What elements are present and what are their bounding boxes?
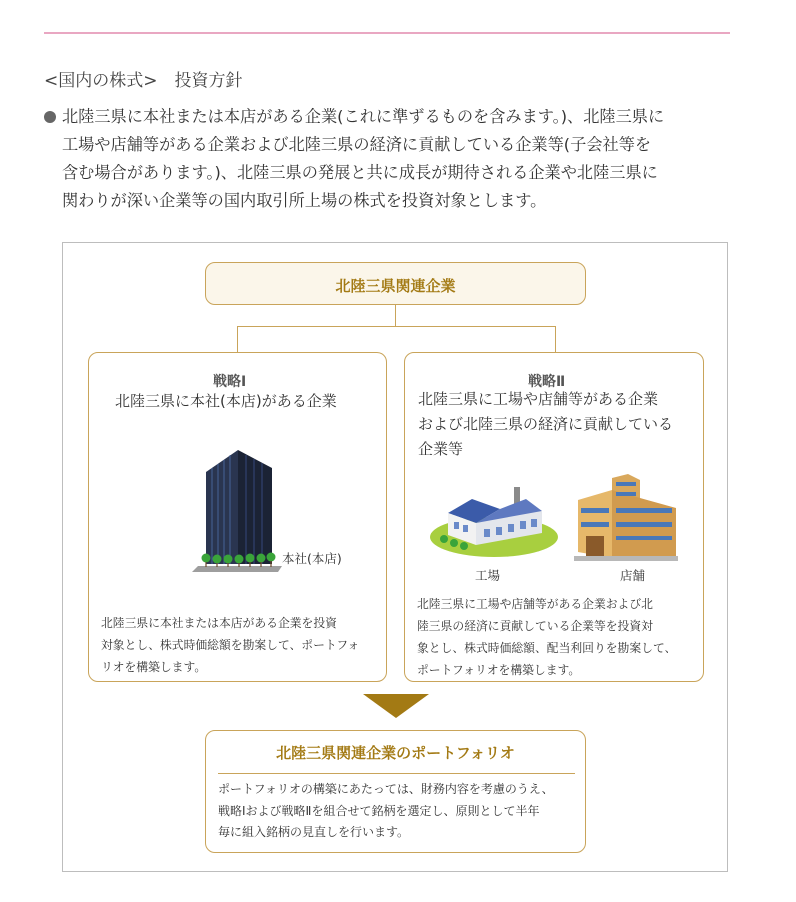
connector-line	[237, 326, 556, 327]
strategy1-desc-line: リオを構築します。	[101, 660, 207, 674]
strategy2-subtitle	[418, 387, 673, 462]
strategy1-heading: 戦略Ⅰ	[213, 374, 247, 390]
portfolio-box	[205, 730, 586, 853]
strategy2-subtitle-line: 北陸三県に工場や店舗等がある企業	[418, 390, 659, 408]
top-divider	[44, 32, 730, 34]
office-building-icon	[190, 440, 285, 575]
portfolio-divider	[218, 773, 575, 774]
strategy2-subtitle-line: および北陸三県の経済に貢献している	[418, 415, 674, 433]
investment-policy-text	[44, 103, 744, 215]
strategy2-desc-line: ポートフォリオを構築します。	[417, 663, 581, 677]
strategy1-description	[101, 612, 359, 678]
bullet-icon	[44, 111, 56, 123]
strategy2-subtitle-line: 企業等	[418, 440, 464, 458]
top-box-label: 北陸三県関連企業	[335, 277, 456, 295]
portfolio-description	[218, 779, 554, 844]
down-arrow-icon	[363, 694, 429, 718]
portfolio-desc-line: 戦略Ⅰおよび戦略Ⅱを組合せて銘柄を選定し、原則として半年	[218, 803, 540, 818]
strategy2-desc-line: 北陸三県に工場や店舗等がある企業および北	[417, 597, 653, 611]
strategy2-description	[417, 593, 676, 681]
portfolio-desc-line: 毎に組入銘柄の見直しを行います。	[218, 825, 410, 839]
policy-line: 北陸三県に本社または本店がある企業(これに準ずるものを含みます。)、北陸三県に	[62, 107, 665, 126]
strategy2-heading: 戦略Ⅱ	[528, 374, 566, 390]
portfolio-desc-line: ポートフォリオの構築にあたっては、財務内容を考慮のうえ、	[218, 782, 554, 796]
strategy2-desc-line: 陸三県の経済に貢献している企業等を投資対	[417, 619, 653, 633]
store-caption: 店舗	[620, 568, 646, 583]
strategy1-desc-line: 対象とし、株式時価総額を勘案して、ポートフォ	[101, 638, 360, 652]
top-box-related-companies	[205, 262, 586, 305]
connector-line	[395, 305, 396, 327]
section-title: <国内の株式> 投資方針	[44, 71, 243, 91]
connector-line	[237, 326, 238, 352]
headquarters-caption: 本社(本店)	[282, 551, 342, 566]
strategy1-subtitle: 北陸三県に本社(本店)がある企業	[115, 392, 337, 410]
strategy1-desc-line: 北陸三県に本社または本店がある企業を投資	[101, 616, 337, 630]
connector-line	[555, 326, 556, 352]
factory-icon	[430, 485, 565, 560]
policy-line: 含む場合があります。)、北陸三県の発展と共に成長が期待される企業や北陸三県に	[62, 163, 658, 182]
factory-caption: 工場	[475, 568, 501, 583]
portfolio-title: 北陸三県関連企業のポートフォリオ	[276, 744, 515, 762]
store-building-icon	[572, 472, 680, 564]
policy-line: 工場や店舗等がある企業および北陸三県の経済に貢献している企業等(子会社等を	[62, 135, 652, 154]
policy-line: 関わりが深い企業等の国内取引所上場の株式を投資対象とします。	[62, 191, 547, 210]
strategy2-desc-line: 象とし、株式時価総額、配当利回りを勘案して、	[417, 641, 677, 655]
